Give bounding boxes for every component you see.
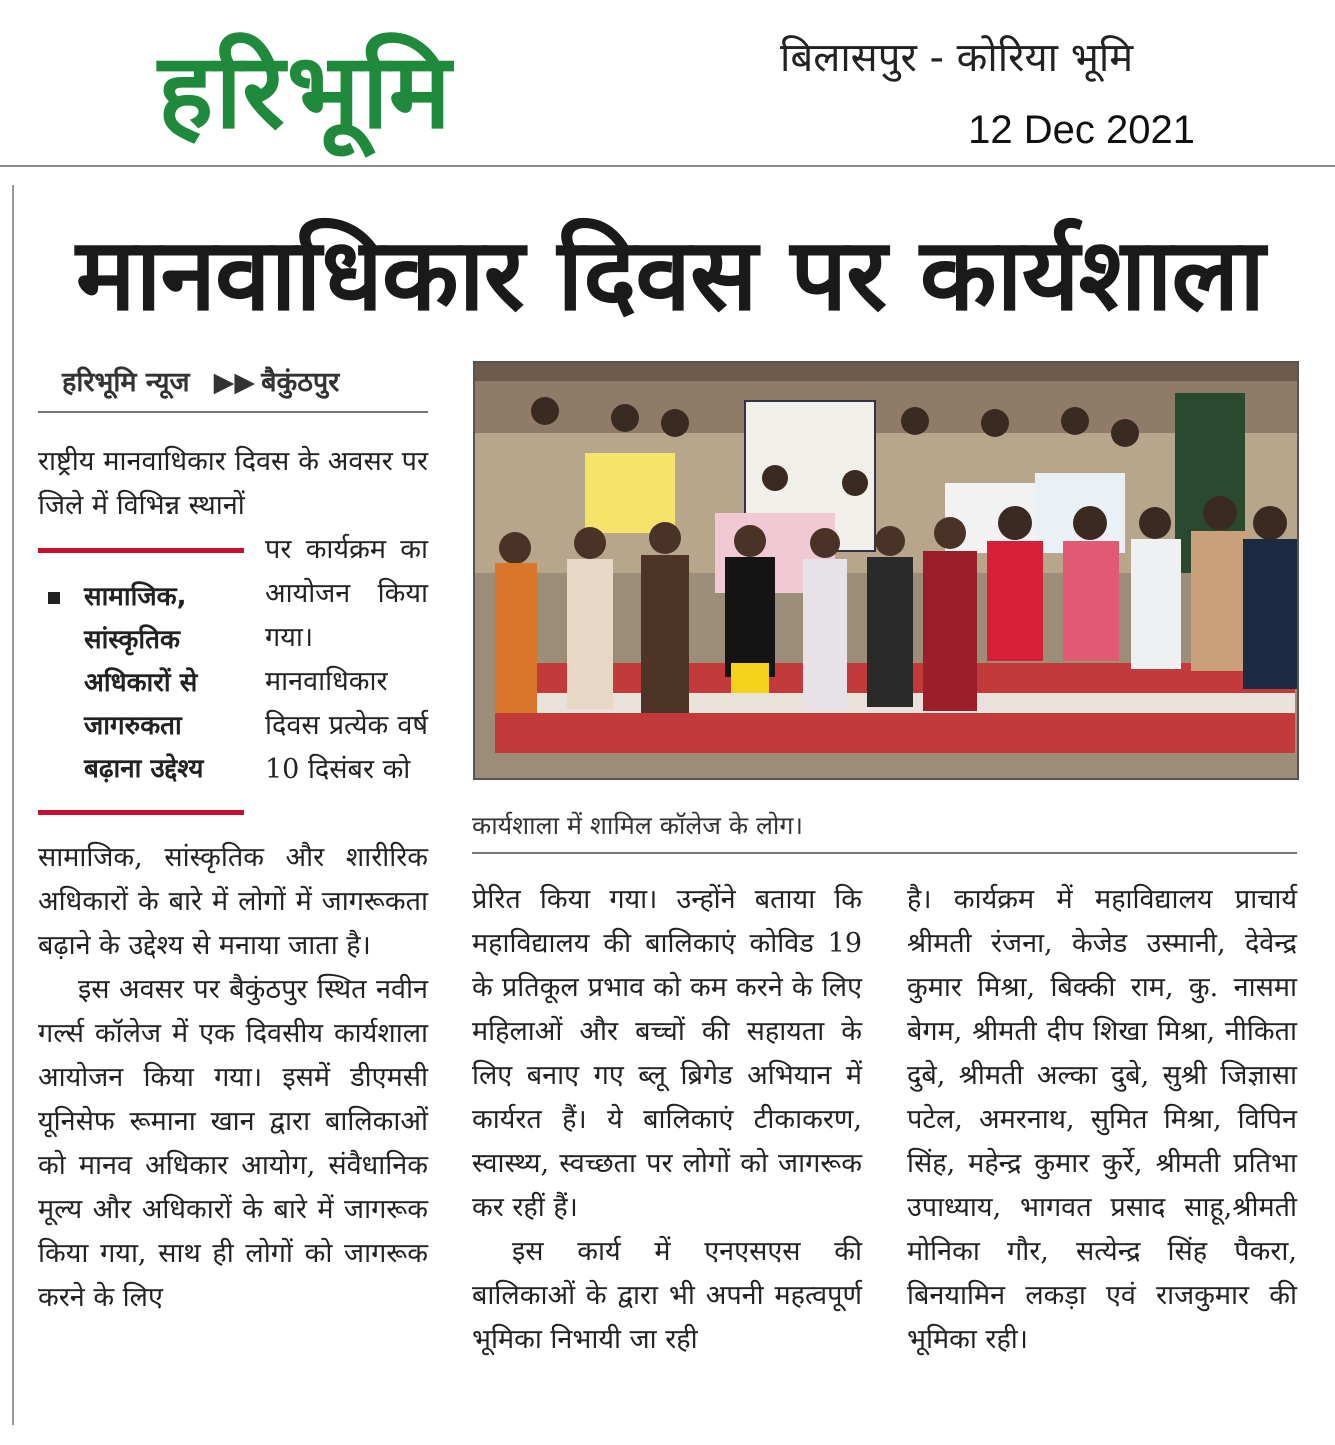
bullet-square-icon <box>48 592 60 604</box>
paragraph: इस कार्य में एनएसएस की बालिकाओं के द्वारा भी अपनी महत्वपूर्ण भूमिका निभायी जा रही <box>472 1236 862 1355</box>
page-left-border <box>12 185 14 1425</box>
byline-divider <box>38 411 428 413</box>
byline <box>62 362 442 399</box>
paragraph: पर कार्यक्रम का आयोजन किया गया। मानवाधिकार दिवस प्रत्येक वर्ष 10 दिसंबर को <box>265 534 428 785</box>
paragraph: राष्ट्रीय मानवाधिकार दिवस के अवसर पर जिले में विभिन्न स्थानों <box>38 446 428 521</box>
caption-divider <box>472 852 1297 854</box>
header-divider <box>0 165 1335 167</box>
column-1-intro <box>38 440 428 528</box>
pull-quote <box>48 576 248 791</box>
paragraph: इस अवसर पर बैकुंठपुर स्थित नवीन गर्ल्स कॉलेज में एक दिवसीय कार्यशाला आयोजन किया गया। इसमें डीएमसी यूनिसेफ रूमाना खान द्वारा बालिकाओं को मानव अधिकार आयोग, संवैधानिक मूल्य और अधिकारों के बारे में जागरूक किया गया, साथ ही लोगों को जागरूक करने के लिए <box>38 974 428 1313</box>
pull-quote-text: सामाजिक, सांस्कृतिक अधिकारों से जागरुकता बढ़ाना उद्देश्य <box>84 582 204 784</box>
publication-date: 12 Dec 2021 <box>968 108 1195 152</box>
photo-caption: कार्यशाला में शामिल कॉलेज के लोग। <box>472 811 803 840</box>
column-3 <box>907 878 1297 1362</box>
column-1-wrap-text <box>265 528 428 792</box>
pull-quote-bottom-rule <box>38 810 244 815</box>
edition-name: बिलासपुर - कोरिया भूमि <box>780 35 1134 81</box>
byline-place: बैकुंठपुर <box>261 367 340 398</box>
article-headline: मानवाधिकार दिवस पर कार्यशाला <box>75 216 1265 333</box>
pull-quote-top-rule <box>38 548 244 553</box>
paragraph: है। कार्यक्रम में महाविद्यालय प्राचार्य श्रीमती रंजना, केजेड उस्मानी, देवेन्द्र कुमार मिश्रा, बिक्की राम, कु. नासमा बेगम, श्रीमती दीप शिखा मिश्रा, नीकिता दुबे, श्रीमती अल्का दुबे, सुश्री जिज्ञासा पटेल, अमरनाथ, सुमित मिश्रा, विपिन सिंह, महेन्द्र कुमार कुर्रे, श्रीमती प्रतिभा उपाध्याय, भागवत प्रसाद साहू,श्रीमती मोनिका गौर, सत्येन्द्र सिंह पैकरा, बिनयामिन लकड़ा एवं राजकुमार की भूमिका रही। <box>907 884 1297 1355</box>
byline-source: हरिभूमि न्यूज <box>62 367 190 398</box>
paragraph: प्रेरित किया गया। उन्होंने बताया कि महाविद्यालय की बालिकाएं कोविड 19 के प्रतिकूल प्रभाव को कम करने के लिए महिलाओं और बच्चों की सहायता के लिए बनाए गए ब्लू ब्रिगेड अभियान में कार्यरत हैं। ये बालिकाएं टीकाकरण, स्वास्थ्य, स्वच्छता पर लोगों को जागरूक कर रहीं हैं। <box>472 884 862 1223</box>
byline-arrow-icon: ▶▶ <box>213 367 256 398</box>
news-photo <box>473 361 1299 780</box>
column-2 <box>472 878 862 1362</box>
paragraph: सामाजिक, सांस्कृतिक और शारीरिक अधिकारों के बारे में लोगों में जागरूकता बढ़ाने के उद्देश्य से मनाया जाता है। <box>38 842 428 961</box>
masthead-logo: हरिभूमि <box>158 30 453 152</box>
column-1-body <box>38 836 428 1320</box>
